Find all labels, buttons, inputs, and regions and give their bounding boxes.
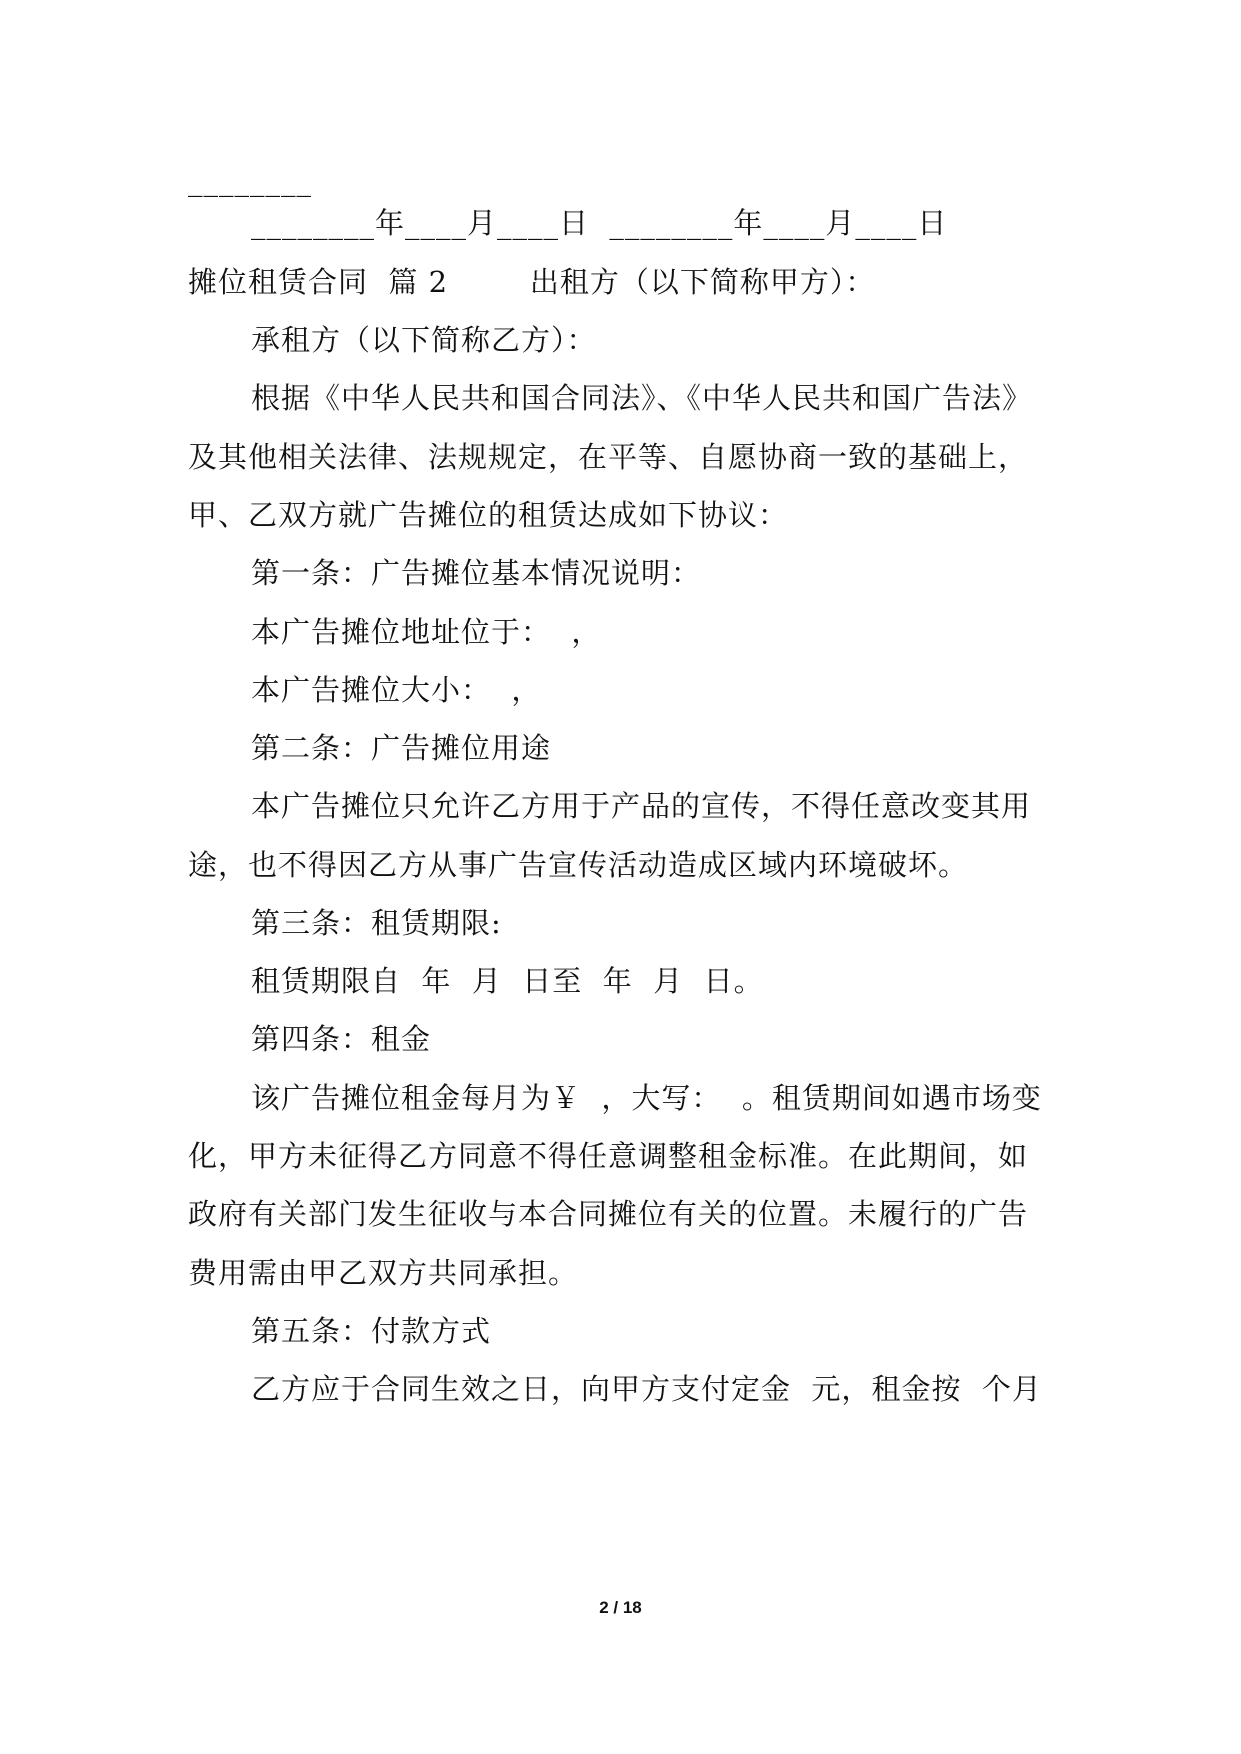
paragraph-line: 本广告摊位只允许乙方用于产品的宣传，不得任意改变其用 <box>251 789 1032 823</box>
paragraph-line: 化，甲方未征得乙方同意不得任意调整租金标准。在此期间，如 <box>188 1139 1029 1173</box>
article-heading: 第一条：广告摊位基本情况说明： <box>251 556 702 590</box>
article-heading: 第四条：租金 <box>251 1022 432 1056</box>
signature-blank-line: ________ <box>188 163 312 197</box>
paragraph-line: 甲、乙双方就广告摊位的租赁达成如下协议： <box>188 498 789 532</box>
paragraph-line: 政府有关部门发生征收与本合同摊位有关的位置。未履行的广告 <box>188 1197 1029 1231</box>
article-heading: 第三条：租赁期限: <box>251 906 502 940</box>
contract-title-line: 摊位租赁合同 篇 2 出租方（以下简称甲方）： <box>188 265 876 299</box>
paragraph-line: 本广告摊位大小： ， <box>251 673 542 707</box>
paragraph-line: 费用需由甲乙双方共同承担。 <box>188 1256 579 1290</box>
paragraph-line: 租赁期限自 年 月 日至 年 月 日。 <box>251 964 764 998</box>
paragraph-line: 途，也不得因乙方从事广告宣传活动造成区域内环境破坏。 <box>188 848 969 882</box>
lessee-line: 承租方（以下简称乙方）： <box>251 323 597 357</box>
page-number: 2 / 18 <box>599 1598 642 1617</box>
paragraph-line: 根据《中华人民共和国合同法》、《中华人民共和国广告法》 <box>251 381 1033 415</box>
article-heading: 第五条：付款方式 <box>251 1314 492 1348</box>
paragraph-line: 乙方应于合同生效之日，向甲方支付定金 元，租金按 个月 <box>251 1372 1042 1406</box>
paragraph-line: 本广告摊位地址位于： ， <box>251 615 602 649</box>
paragraph-line: 该广告摊位租金每月为￥ ，大写： 。租赁期间如遇市场变 <box>251 1081 1042 1115</box>
paragraph-line: 及其他相关法律、法规规定，在平等、自愿协商一致的基础上， <box>188 440 1029 474</box>
article-heading: 第二条：广告摊位用途 <box>251 731 552 765</box>
date-line: ________年____月____日 ________年____月____日 <box>251 206 948 240</box>
